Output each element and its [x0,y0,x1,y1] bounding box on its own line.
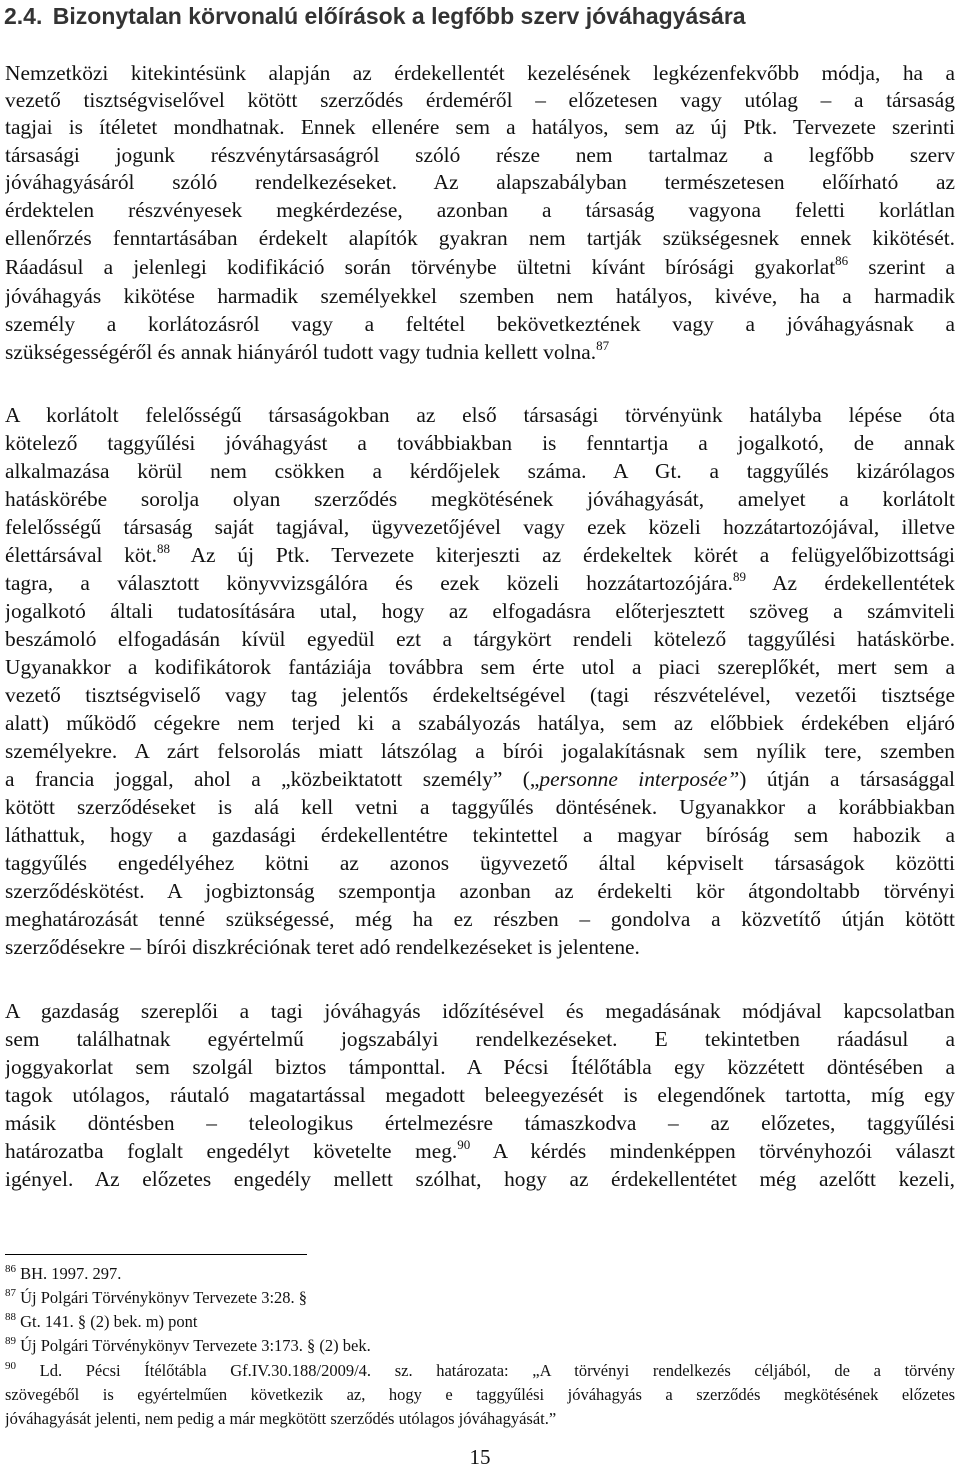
text-line: beszámoló elfogadásán kívül egyedül ezt a tárgykört rendeli kötelező taggyűlési hatáskörbe. [5,627,955,651]
text-line: Nemzetközi kitekintésünk alapján az érdekellentét kezelésének legkézenfekvőbb módja, ha a [5,61,955,85]
text-line: élettársával köt.$^{88}$ Az új Ptk. Tervezete kiterjeszti az érdekeltek körét a felügyelőbizottsági [5,542,955,567]
text-line: jogalkotó általi tudatosítására utal, hogy az elfogadásra előterjesztett szöveg a számviteli [5,599,955,623]
footnote-line: jóváhagyását jelenti, nem pedig a már megkötött szerződés utólagos jóváhagyását.” [5,1409,557,1428]
footnote-reference: 89 [5,1335,16,1347]
page-number: 15 [469,1445,491,1469]
text-line: Ugyanakkor a kodifikátorok fantáziája továbbra sem érte utol a piaci szereplőkét, mert sem a [5,655,955,679]
text-line: Ráadásul a jelenlegi kodifikáció során törvénybe ültetni kívánt bírósági gyakorlat$^{86}$ szerint a [5,254,955,279]
footnote-reference: 86 [5,1263,16,1275]
italic-term: personne interposée” [539,767,740,791]
text-line: taggyűlés engedélyéhez kötni az azonos ügyvezető által képviselt társaságok közötti [5,851,955,875]
text-line: határozatba foglalt engedélyt követelte meg.$^{90}$ A kérdés mindenképpen törvényhozói választ [5,1138,955,1163]
text-line: jóváhagyás kikötése harmadik személyekkel szemben nem hatályos, kivéve, ha a harmadik [5,284,955,308]
text-line: tagjai is ítéletet mondhatnak. Ennek ellenére sem a hatályos, sem az új Ptk. Tervezete szerinti [5,115,955,139]
text-line: érdektelen részvényesek megkérdezése, azonban a társaság vagyona feletti korlátlan [5,198,955,222]
section-title: Bizonytalan körvonalú előírások a legfőbb szerv jóváhagyására [52,3,746,29]
text-line: láthattuk, hogy a gazdasági érdekellentétre tekintettel a magyar bíróság sem habozik a [5,823,955,847]
footnote-line: $^{89}$ Új Polgári Törvénykönyv Tervezete 3:173. § (2) bek. [5,1335,371,1355]
text-line: ellenőrzés fenntartásában érdekelt alapítók gyakran nem tartják szükségesnek ennek kikötését. [5,226,955,250]
text-line: A korlátolt felelősségű társaságokban az első társasági törvényünk hatályba lépése óta [5,403,955,427]
footnote-reference: 90 [5,1360,16,1372]
footnote-separator [5,1254,307,1255]
text-line: igényel. Az előzetes engedély mellett szólhat, hogy az érdekellentétet még azelőtt kezeli, [5,1167,955,1191]
footnote-reference: 87 [596,339,610,353]
footnote-reference: 88 [5,1311,16,1323]
text-line: alkalmazása körül nem csökken a kérdőjelek száma. A Gt. a taggyűlés kizárólagos [5,459,955,483]
footnote-line: $^{88}$ Gt. 141. § (2) bek. m) pont [5,1311,198,1331]
text-line: hatáskörébe sorolja olyan szerződés megkötésének jóváhagyását, amelyet a korlátolt [5,487,955,511]
text-line: sem találhatnak egyértelmű jogszabályi rendelkezéseket. E tekintetben ráadásul a [5,1027,955,1051]
text-line: kötött szerződéseket is alá kell vetni a taggyűlés döntésének. Ugyanakkor a korábbiakban [5,795,955,819]
text-line: meghatározását tenné szükségessé, még ha ez részben – gondolva a közvetítő útján kötött [5,907,955,931]
footnote-reference: 90 [457,1138,471,1152]
text-line: tagra, a választott könyvvizsgálóra és ezek közeli hozzátartozójára.$^{89}$ Az érdekellentétek [5,570,955,595]
footnote-line: $^{87}$ Új Polgári Törvénykönyv Tervezete 3:28. § [5,1287,308,1307]
text-line: a francia joggal, ahol a „közbeiktatott személy” („personne interposée”) útján a társasággal [5,767,955,791]
footnote-line: $^{86}$ BH. 1997. 297. [5,1263,122,1283]
text-line: személy a korlátozásról vagy a feltétel bekövetkeztének vagy a jóváhagyásnak a [5,312,955,336]
text-line: joggyakorlat sem szolgál biztos támponttal. A Pécsi Ítélőtábla egy közzétett döntésében a [5,1055,955,1079]
footnote-reference: 86 [835,254,849,268]
footnote-line: $^{90}$ Ld. Pécsi Ítélőtábla Gf.IV.30.188/2009/4. sz. határozata: „A törvényi rendelkezés céljából, de a törvény [5,1360,955,1380]
text-line: társasági jogunk részvénytársaságról szóló része nem tartalmaz a legfőbb szerv [5,143,955,167]
footnote-line: szövegéből is egyértelműen következik az, hogy e taggyűlési jóváhagyás a szerződés megkötésének előzetes [5,1385,955,1404]
text-line: felelősségű társaság saját tagjával, ügyvezetőjével vagy ezek közeli hozzátartozójával, illetve [5,515,955,539]
text-line: vezető tisztségviselő vagy tag jelentős érdekeltségével (tagi részvételével, vezetői tisztsége [5,683,955,707]
text-line: kötelező taggyűlési jóváhagyást a továbbiakban is fenntartja a jogalkotó, de annak [5,431,955,455]
footnote-reference: 87 [5,1287,16,1299]
section-number: 2.4. [4,3,43,29]
text-line: A gazdaság szereplői a tagi jóváhagyás időzítésével és megadásának módjával kapcsolatban [5,999,955,1023]
text-line: tagok utólagos, ráutaló magatartással megadott beleegyezését is elegendőnek tartotta, míg egy [5,1083,955,1107]
text-line: alatt) működő cégekre nem terjed ki a szabályozás hatálya, sem az előbbiek érdekében eljáró [5,711,955,735]
footnote-reference: 89 [732,570,746,584]
footnote-reference: 88 [156,542,170,556]
text-line: vezető tisztségviselővel kötött szerződés érdeméről – előzetesen vagy utólag – a társaság [5,88,955,112]
text-line: szerződésekre – bírói diszkréciónak teret adó rendelkezéseket is jelentene. [5,935,640,959]
text-line: jóváhagyásáról szóló rendelkezéseket. Az alapszabályban természetesen előírható az [5,170,955,194]
text-line: személyekre. A zárt felsorolás miatt látszólag a bírói jogalakításnak sem nyílik tere, szemben [5,739,955,763]
text-line: szerződéskötést. A jogbiztonság szempontja azonban az érdekelti kör átgondoltabb törvényi [5,879,955,903]
text-line: szükségességéről és annak hiányáról tudott vagy tudnia kellett volna.$^{87}$ [5,339,610,364]
text-line: másik döntésben – teleologikus értelmezésre támaszkodva – az előzetes, taggyűlési [5,1111,955,1135]
section-heading [4,2,746,30]
